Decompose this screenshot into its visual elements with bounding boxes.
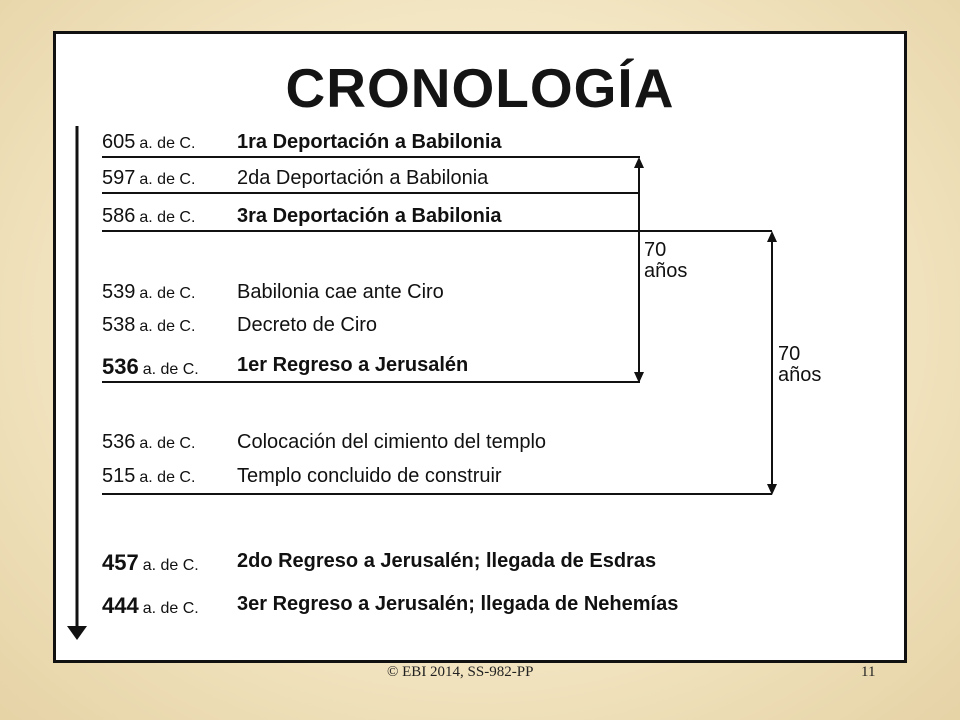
rule-605 (102, 156, 640, 158)
rule-515 (102, 493, 772, 495)
era-label: a. de C. (139, 209, 196, 226)
event-text: Decreto de Ciro (237, 314, 378, 336)
span-arrow-2 (767, 231, 777, 495)
event-text: 3ra Deportación a Babilonia (237, 205, 502, 227)
event-year: 539 (102, 281, 136, 303)
slide-title: CRONOLOGÍA (285, 57, 675, 119)
event-year: 605 (102, 131, 136, 153)
event-text: 1ra Deportación a Babilonia (237, 131, 502, 153)
era-label: a. de C. (142, 600, 199, 617)
event-text: Colocación del cimiento del templo (237, 431, 547, 453)
span-label-1 (644, 240, 687, 282)
event-text: 2da Deportación a Babilonia (237, 167, 489, 189)
rule-536 (102, 381, 640, 383)
timeline-arrow (67, 126, 87, 640)
event-year: 444 (102, 593, 139, 618)
span-unit: años (644, 260, 688, 282)
page-number: 11 (861, 664, 876, 680)
event-year: 536 (102, 431, 136, 453)
event-text: Babilonia cae ante Ciro (237, 281, 444, 303)
event-text: 3er Regreso a Jerusalén; llegada de Nehemías (237, 593, 679, 615)
era-label: a. de C. (139, 171, 196, 188)
era-label: a. de C. (139, 435, 196, 452)
event-year: 457 (102, 550, 139, 575)
span-number: 70 (644, 239, 667, 261)
rule-597 (102, 192, 640, 194)
era-label: a. de C. (139, 469, 196, 486)
event-text: 2do Regreso a Jerusalén; llegada de Esdras (237, 550, 657, 572)
rule-586 (102, 230, 772, 232)
span-number: 70 (778, 343, 801, 365)
span-arrow-1 (634, 157, 644, 383)
event-text: 1er Regreso a Jerusalén (237, 354, 469, 376)
event-year: 586 (102, 205, 136, 227)
era-label: a. de C. (142, 557, 199, 574)
footer-copyright: © EBI 2014, SS-982-PP (387, 664, 534, 680)
slide-frame (53, 31, 907, 663)
span-label-2 (778, 344, 821, 386)
event-year: 597 (102, 167, 136, 189)
era-label: a. de C. (139, 135, 196, 152)
event-year: 538 (102, 314, 136, 336)
era-label: a. de C. (142, 361, 199, 378)
event-year: 515 (102, 465, 136, 487)
span-unit: años (778, 364, 822, 386)
event-text: Templo concluido de construir (237, 465, 502, 487)
era-label: a. de C. (139, 285, 196, 302)
event-year: 536 (102, 354, 139, 379)
era-label: a. de C. (139, 318, 196, 335)
